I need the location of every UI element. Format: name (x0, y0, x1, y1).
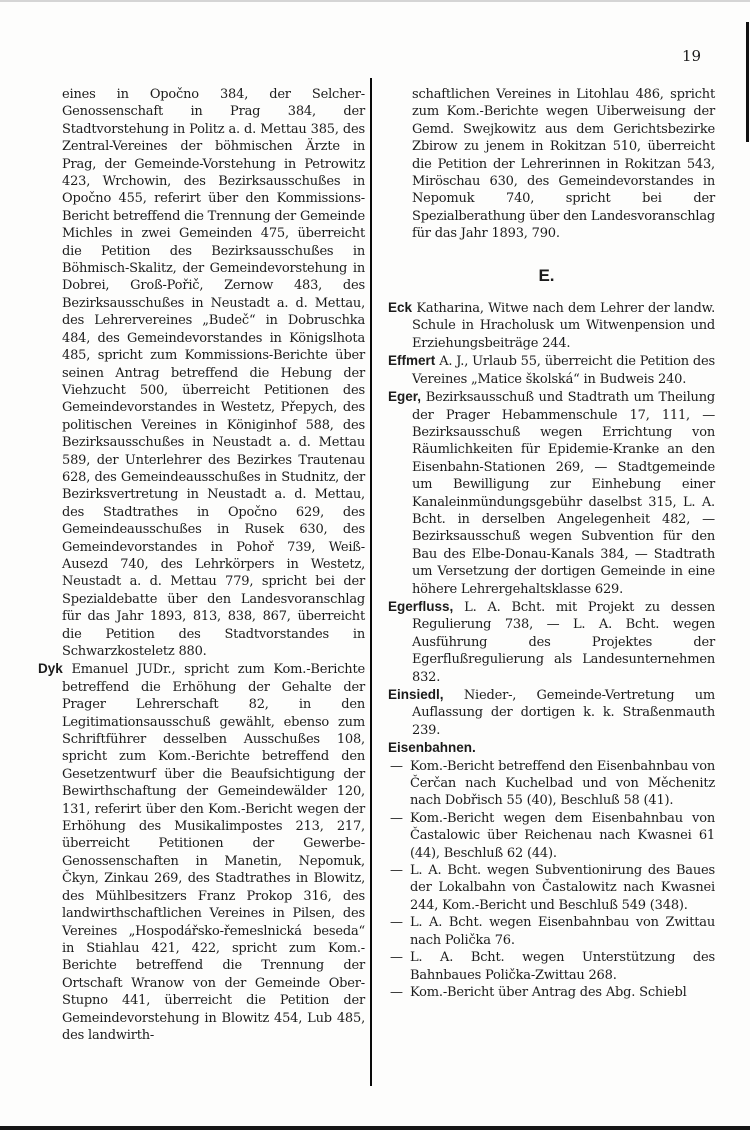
em-dash: — (390, 984, 403, 1000)
em-dash: — (390, 863, 403, 879)
list-item-text: Kom.-Bericht wegen dem Eisenbahnbau von Častalowic über Reichenau nach Kwasnei 61 (44), Beschluß 62 (44). (410, 810, 715, 861)
em-dash: — (390, 810, 403, 826)
list-item-text: Kom.-Bericht über Antrag des Abg. Schiebl (410, 984, 687, 1000)
entry-headword: Einsiedl, (388, 687, 444, 702)
em-dash: — (390, 950, 403, 966)
index-entry-egerfluss (388, 598, 715, 686)
list-item (388, 914, 715, 949)
em-dash: — (390, 758, 403, 774)
scan-edge-artifact-right (746, 22, 749, 142)
scan-edge-artifact-top (0, 0, 750, 2)
list-item-text: L. A. Bcht. wegen Unterstützung des Bahnbaues Polička-Zwittau 268. (410, 950, 715, 983)
index-entry-effmert (388, 352, 715, 388)
list-item (388, 862, 715, 914)
entry-headword: Egerfluss, (388, 598, 454, 614)
index-entry-dyk (38, 660, 365, 1044)
entry-headword: Eger, (388, 389, 422, 405)
em-dash: — (390, 915, 403, 931)
list-item (388, 984, 715, 1001)
list-item-text: L. A. Bcht. wegen Subventionirung des Baues der Lokalbahn von Častalowitz nach Kwasnei 244, Kom.-Bericht und Beschluß 549 (348). (410, 863, 715, 913)
entry-headword: Eisenbahnen. (388, 740, 476, 756)
index-entry-eger (388, 388, 715, 598)
right-column (388, 86, 715, 1001)
entry-text: Nieder-, Gemeinde-Vertretung um Auflassung der dortigen k. k. Straßenmauth 239. (412, 688, 715, 738)
index-entry-continuation: eines in Opočno 384, der Selcher-Genossenschaft in Prag 384, der Stadtvorstehung in Politz a. d. Mettau 385, des Zentral-Vereines der böhmischen Ärzte in Prag, der Gemeinde-Vorstehung in Petrowitz 423, Wrchowin, des Bezirksausschußes in Opočno 455, referirt über den Kommissions-Bericht betreffend die Trennung der Gemeinde Michles in zwei Gemeinden 475, überreicht die Petition des Bezirksausschußes in Böhmisch-Skalitz, der Gemeindevorstehung in Dobrei, Groß-Pořič, Zernow 483, des Bezirksausschußes in Neustadt a. d. Mettau, des Lehrervereines „Budeč“ in Dobruschka 484, des Gemeindevorstandes in Königslhota 485, spricht zum Kommissions-Berichte über seinen Antrag betreffend die Hebung der Viehzucht 500, überreicht Petitionen des Gemeindevorstandes in Westetz, Přepych, des politischen Vereines in Königinhof 588, des Bezirksausschußes in Neustadt a. d. Mettau 589, der Unterlehrer des Bezirkes Trautenau 628, des Gemeindeausschußes in Studnitz, der Bezirksvertretung in Neustadt a. d. Mettau, des Stadtrathes in Opočno 629, des Gemeindeausschußes in Rusek 630, des Gemeindevorstandes in Pohoř 739, Weiß-Ausezd 740, des Lehrkörpers in Westetz, Neustadt a. d. Mettau 779, spricht bei der Spezialdebatte über den Landesvoranschlag für das Jahr 1893, 813, 838, 867, überreicht die Petition des Stadtvorstandes in Schwarzkosteletz 880. (62, 87, 365, 659)
list-item (388, 949, 715, 984)
index-entry-einsiedl (388, 686, 715, 739)
entry-headword: Dyk (38, 661, 63, 677)
index-entry-eck (388, 299, 715, 352)
index-entry-continuation: schaftlichen Vereines in Litohlau 486, spricht zum Kom.-Berichte wegen Uiberweisung der Gemd. Swejkowitz aus dem Gerichtsbezirke Zbirow zu jenem in Rokitzan 510, überreicht die Petition der Lehrerinnen in Rokitzan 543, Miröschau 630, des Gemeindevorstandes in Nepomuk 740, spricht bei der Spezialberathung über den Landesvoranschlag für das Jahr 1893, 790. (412, 87, 715, 242)
column-divider-rule (370, 78, 372, 1086)
entry-text: Emanuel JUDr., spricht zum Kom.-Berichte betreffend die Erhöhung der Gehalte der Prager Lehrerschaft 82, in den Legitimationsausschuß gewählt, ebenso zum Schriftführer desselben Ausschußes 108, spricht zum Kom.-Berichte betreffend den Gesetzentwurf über die Beaufsichtigung der Bewirthschaftung der Gemeindewälder 120, 131, referirt über den Kom.-Bericht wegen der Erhöhung des Musikalimpostes 213, 217, überreicht Petitionen der Gewerbe-Genossenschaften in Manetin, Nepomuk, Čkyn, Zinkau 269, des Stadtrathes in Blowitz, des Mühlbesitzers Franz Prokop 316, des landwirthschaftlichen Vereines in Pilsen, des Vereines „Hospodářsko-řemeslnická beseda“ in Stiahlau 421, 422, spricht zum Kom.-Berichte betreffend die Trennung der Ortschaft Wranow von der Gemeinde Ober-Stupno 441, überreicht die Petition der Gemeindevorstehung in Blowitz 454, Lub 485, des landwirth- (62, 662, 365, 1043)
list-item (388, 758, 715, 810)
section-heading-e: E. (538, 265, 555, 285)
left-column (38, 86, 365, 1044)
scan-edge-artifact-bottom (0, 1126, 750, 1130)
page-number: 19 (682, 47, 702, 65)
entry-text: L. A. Bcht. mit Projekt zu dessen Regulierung 738, — L. A. Bcht. wegen Ausführung des Projektes der Egerflußregulierung als Landesunternehmen 832. (412, 599, 715, 685)
index-entry-eisenbahnen (388, 739, 715, 757)
list-item (388, 810, 715, 862)
entry-headword: Effmert (388, 353, 436, 369)
entry-headword: Eck (388, 300, 413, 316)
entry-text: Katharina, Witwe nach dem Lehrer der landw. Schule in Hracholusk um Witwenpension und Erziehungsbeiträge 244. (412, 301, 715, 351)
list-item-text: L. A. Bcht. wegen Eisenbahnbau von Zwittau nach Polička 76. (410, 915, 715, 948)
entry-text: A. J., Urlaub 55, überreicht die Petition des Vereines „Matice školská“ in Budweis 240. (412, 354, 715, 387)
entry-text: Bezirksausschuß und Stadtrath um Theilung der Prager Hebammenschule 17, 111, — Bezirksausschuß wegen Errichtung von Räumlichkeiten für Epidemie-Kranke an den Eisenbahn-Stationen 269, — Stadtgemeinde um Bewilligung zur Einhebung einer Kanaleinmündungsgebühr daselbst 315, L. A. Bcht. in derselben Angelegenheit 482, — Bezirksausschuß wegen Subvention für den Bau des Elbe-Donau-Kanals 384, — Stadtrath um Versetzung der dortigen Gemeinde in eine höhere Lehrergehaltsklasse 629. (412, 390, 715, 597)
list-item-text: Kom.-Bericht betreffend den Eisenbahnbau von Čerčan nach Kuchelbad und von Měchenitz nach Dobřisch 55 (40), Beschluß 58 (41). (410, 758, 716, 809)
